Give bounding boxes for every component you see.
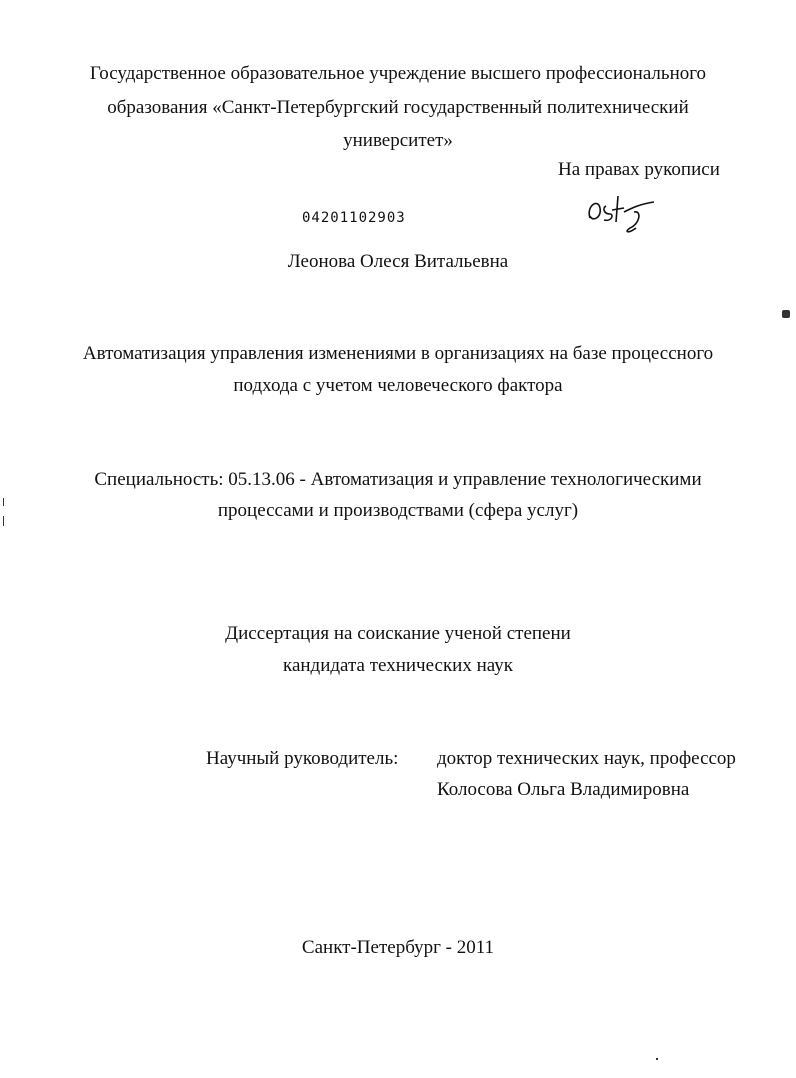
author-name: Леонова Олеся Витальевна xyxy=(287,251,509,272)
rights-note: На правах рукописи xyxy=(558,159,720,180)
supervisor-name: Колосова Ольга Владимировна xyxy=(437,779,690,800)
supervisor-title: доктор технических наук, профессор xyxy=(437,748,736,769)
institution-line-2: образования «Санкт-Петербургский государственный политехнический xyxy=(107,97,689,118)
supervisor-label: Научный руководитель: xyxy=(206,748,399,769)
scan-artifact xyxy=(3,498,4,506)
institution-line-3: университет» xyxy=(343,130,453,151)
institution-line-1: Государственное образовательное учреждение высшего профессионального xyxy=(89,63,707,84)
city-year: Санкт-Петербург - 2011 xyxy=(301,937,495,958)
specialty-line-1: Специальность: 05.13.06 - Автоматизация и управление технологическими xyxy=(94,469,702,490)
registration-number: 04201102903 xyxy=(302,210,406,226)
scan-artifact xyxy=(3,516,4,526)
degree-line-2: кандидата технических наук xyxy=(283,655,513,676)
signature-image xyxy=(584,188,664,238)
title-line-2: подхода с учетом человеческого фактора xyxy=(233,375,563,396)
scan-artifact xyxy=(656,1058,658,1060)
title-line-1: Автоматизация управления изменениями в организациях на базе процессного xyxy=(82,343,714,364)
specialty-line-2: процессами и производствами (сфера услуг) xyxy=(217,500,579,521)
scan-artifact xyxy=(782,310,790,318)
degree-line-1: Диссертация на соискание ученой степени xyxy=(225,623,571,644)
